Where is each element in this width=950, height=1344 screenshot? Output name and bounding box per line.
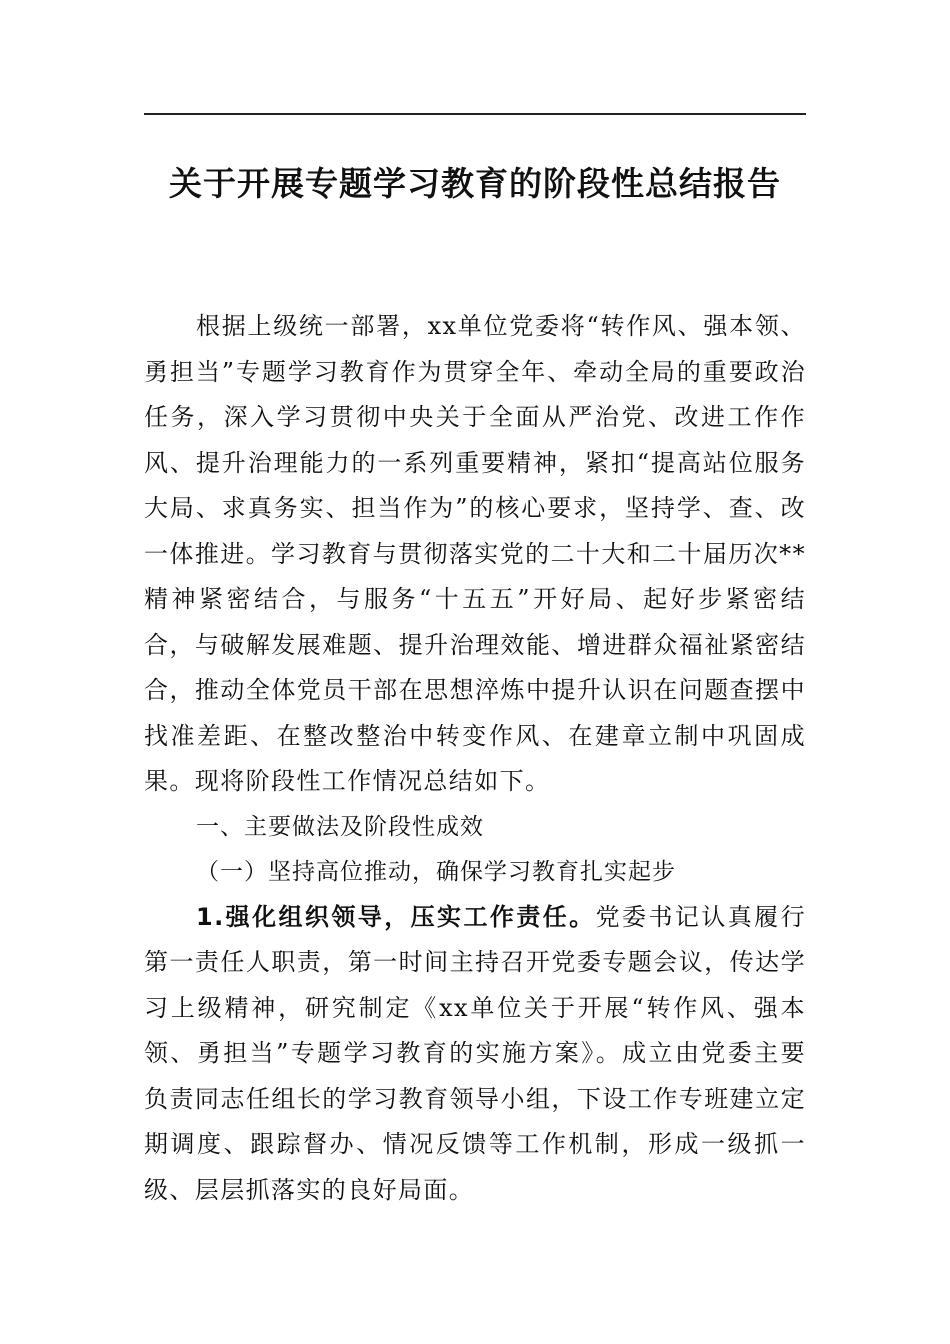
subsection-heading: （一）坚持高位推动，确保学习教育扎实起步 xyxy=(196,858,676,885)
item-paragraph xyxy=(144,895,806,1214)
intro-paragraph: 根据上级统一部署，xx单位党委将“转作风、强本领、勇担当”专题学习教育作为贯穿全年、牵动全局的重要政治任务，深入学习贯彻中央关于全面从严治党、改进工作作风、提升治理能力的一系列重要精神，紧扣“提高站位服务大局、求真务实、担当作为”的核心要求，坚持学、查、改一体推进。学习教育与贯彻落实党的二十大和二十届历次**精神紧密结合，与服务“十五五”开好局、起好步紧密结合，与破解发展难题、提升治理效能、增进群众福祉紧密结合，推动全体党员干部在思想淬炼中提升认识在问题查摆中找准差距、在整改整治中转变作风、在建章立制中巩固成果。现将阶段性工作情况总结如下。 xyxy=(144,312,806,795)
item-lead: 1.强化组织领导，压实工作责任。 xyxy=(196,902,596,931)
document-title: 关于开展专题学习教育的阶段性总结报告 xyxy=(169,164,781,203)
document-body xyxy=(144,304,806,1213)
item-text: 党委书记认真履行第一责任人职责，第一时间主持召开党委专题会议，传达学习上级精神，研究制定《xx单位关于开展“转作风、强本领、勇担当”专题学习教育的实施方案》。成立由党委主要负责同志任组长的学习教育领导小组，下设工作专班建立定期调度、跟踪督办、情况反馈等工作机制，形成一级抓一级、层层抓落实的良好局面。 xyxy=(144,902,806,1204)
header-rule xyxy=(144,113,806,115)
section-heading: 一、主要做法及阶段性成效 xyxy=(196,813,484,840)
